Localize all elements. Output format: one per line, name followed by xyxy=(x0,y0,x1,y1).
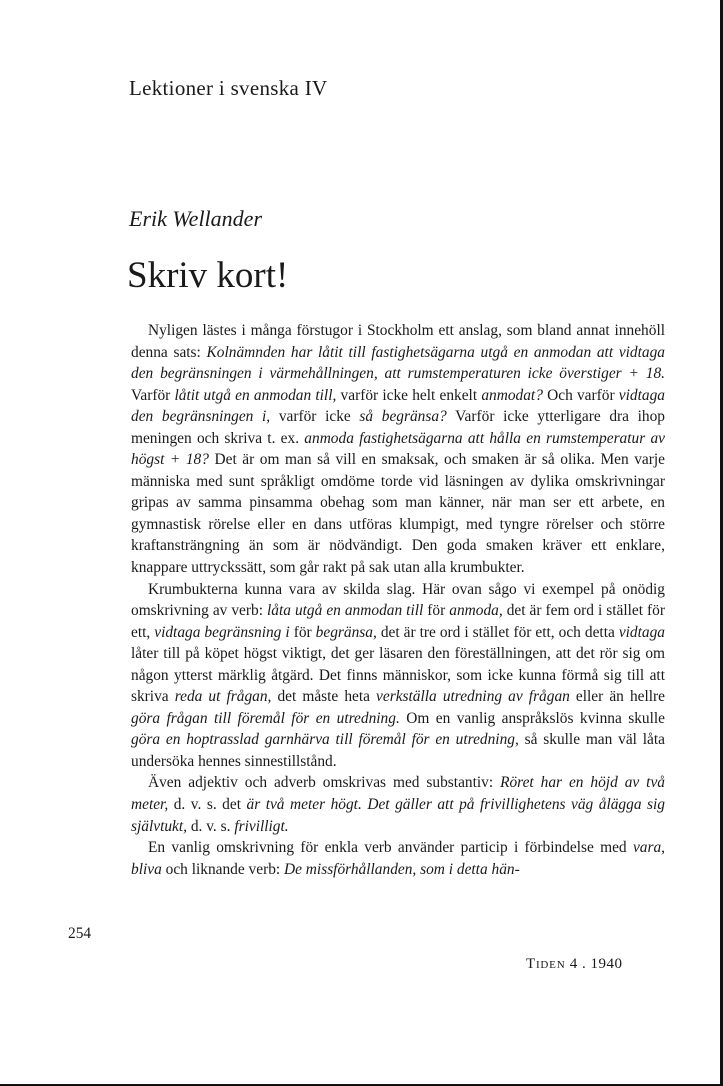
body-text: Varför xyxy=(131,386,175,404)
italic-text: reda ut frågan, xyxy=(174,688,272,706)
body-text: Och varför xyxy=(542,386,619,404)
journal-year: 1940 xyxy=(590,956,623,972)
paragraph xyxy=(131,772,665,837)
body-text: Det är om man så vill en smaksak, och smaken är så olika. Men varje människa med sunt språkligt omdöme torde vid läsningen av dylika omskrivningar gripas av samma pinsamma obehag som man känner, när man ser ett arbete, en gymnastisk rörelse eller en dans utföras klumpigt, med tyngre rörelser och större kraftansträngning än som är nödvändigt. Den goda smaken kräver ett enklare, knappare uttryckssätt, som går rakt på sak utan alla krumbukter. xyxy=(131,451,665,577)
article-title: Skriv kort! xyxy=(127,255,289,296)
body-text: så skulle man väl låta undersöka hennes sinnestillstånd. xyxy=(131,731,665,770)
author-name: Erik Wellander xyxy=(129,206,262,231)
body-text: det är tre ord i stället för ett, och detta xyxy=(376,623,619,641)
journal-footer xyxy=(526,956,622,973)
italic-text: vara, bliva xyxy=(131,839,665,878)
body-text: varför icke helt enkelt xyxy=(336,386,482,404)
italic-text: anmoda, xyxy=(449,602,503,620)
journal-issue: 4 xyxy=(569,956,578,972)
body-text: för xyxy=(289,623,316,641)
italic-text: De missförhållanden, som i detta hän- xyxy=(284,860,520,878)
paragraph xyxy=(131,837,665,880)
body-text: d. v. s. xyxy=(187,817,235,835)
article-body xyxy=(131,320,665,880)
italic-text: är två meter högt. xyxy=(246,796,362,814)
body-text: d. v. s. det xyxy=(168,796,247,814)
body-text: eller än hellre xyxy=(569,688,665,706)
body-text: och liknande verb: xyxy=(161,860,285,878)
body-text: det måste heta xyxy=(271,688,377,706)
body-text: Krumbukterna kunna vara av skilda slag. Här ovan sågo vi exempel på onödig omskrivning av verb: xyxy=(131,580,665,620)
italic-text: frivilligt. xyxy=(234,817,289,835)
body-text: låter till på köpet högst viktigt, det ger läsaren den föreställningen, att det rör sig om någon ytterst märklig åtgärd. Det finns människor, som icke kunna förmå sig till att skriva xyxy=(131,645,665,706)
italic-text: Kolnämnden har låtit till fastighetsägarna utgå en anmodan att vidtaga den begränsningen i värmehållningen, att rumstemperaturen icke överstiger + 18. xyxy=(131,343,665,383)
italic-text: anmodat? xyxy=(481,386,543,404)
italic-text: Det gäller att på frivillighetens väg ålägga sig självtukt, xyxy=(131,796,665,835)
paragraph xyxy=(131,320,665,579)
body-text: för xyxy=(423,602,450,620)
body-text: Varför icke ytterligare dra ihop meningen och skriva t. ex. xyxy=(131,408,666,447)
italic-text: låtit utgå en anmodan till, xyxy=(174,386,337,404)
body-text: det är fem ord i stället för ett, xyxy=(131,602,665,641)
italic-text: göra frågan till föremål för en utredning. xyxy=(131,709,400,727)
footer-separator: . xyxy=(581,956,587,972)
italic-text: så begränsa? xyxy=(359,408,447,426)
italic-text: anmoda fastighetsägarna att hålla en rumstemperatur av högst + 18? xyxy=(131,429,665,469)
italic-text: Röret har en höjd av två meter, xyxy=(131,774,665,814)
body-text: En vanlig omskrivning för enkla verb använder particip i förbindelse med xyxy=(148,839,633,857)
italic-text: vidtaga begränsning i xyxy=(154,623,290,641)
italic-text: vidtaga den begränsningen i, xyxy=(131,386,665,426)
body-text: Om en vanlig anspråkslös kvinna skulle xyxy=(399,709,665,727)
paragraph xyxy=(131,579,665,773)
italic-text: begränsa, xyxy=(315,623,377,641)
italic-text: göra en hoptrasslad garnhärva till föremål för en utredning, xyxy=(131,731,519,749)
italic-text: verkställa utredning av frågan xyxy=(376,688,570,706)
body-text: varför icke xyxy=(270,408,360,426)
page-number: 254 xyxy=(68,925,92,942)
series-title: Lektioner i svenska IV xyxy=(129,76,328,100)
body-text: Även adjektiv och adverb omskrivas med substantiv: xyxy=(148,774,501,792)
body-text: Nyligen lästes i många förstugor i Stockholm ett anslag, som bland annat innehöll denna sats: xyxy=(131,322,665,361)
italic-text: låta utgå en anmodan till xyxy=(267,602,424,620)
italic-text: vidtaga xyxy=(618,623,665,641)
journal-name: Tiden xyxy=(526,956,566,972)
